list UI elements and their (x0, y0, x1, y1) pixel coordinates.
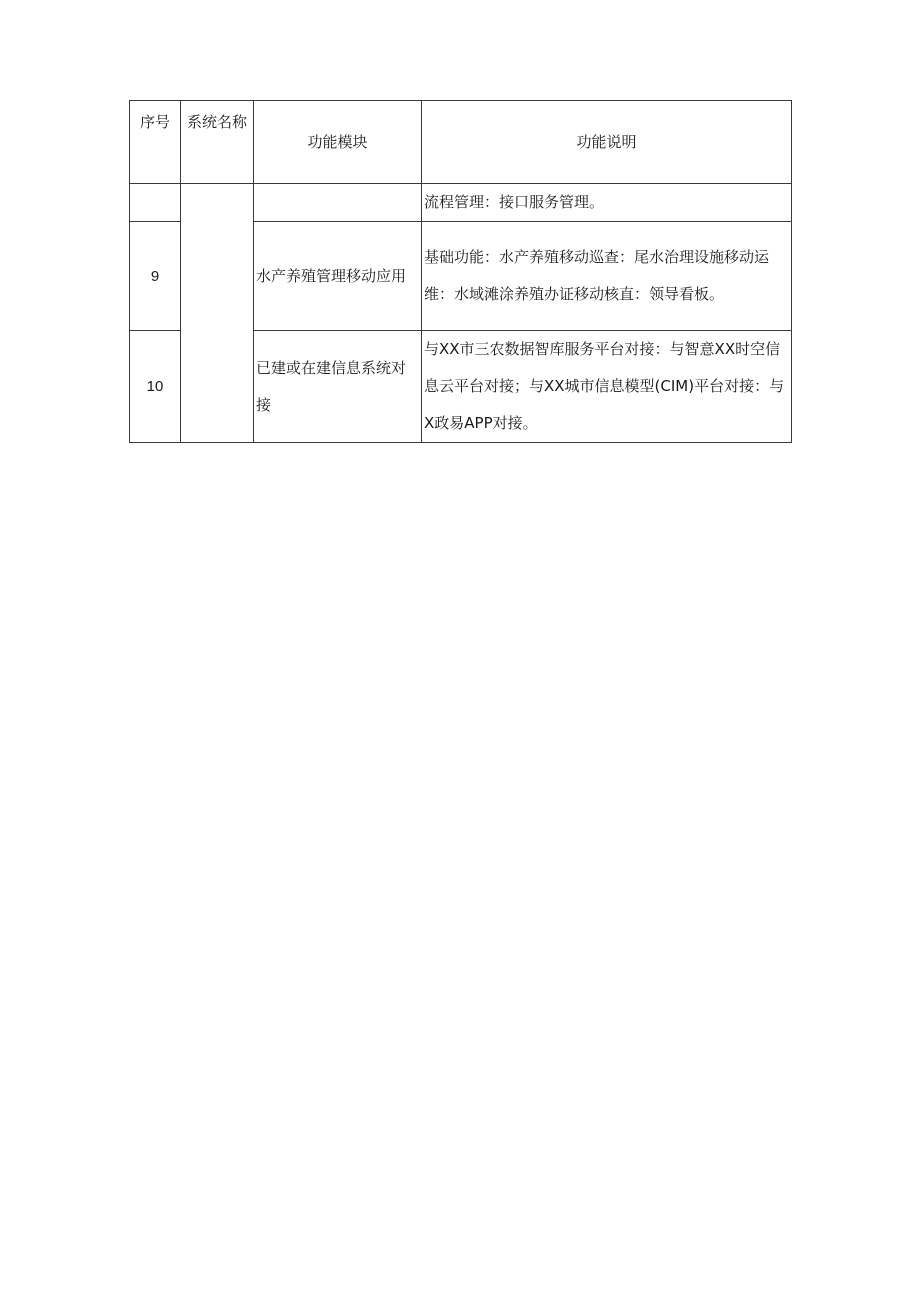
function-spec-table (129, 100, 792, 443)
table-row (130, 184, 792, 222)
row-description: 流程管理：接口服务管理。 (422, 184, 792, 222)
header-description: 功能说明 (422, 101, 792, 184)
table-header-row (130, 101, 792, 184)
row-module: 已建或在建信息系统对接 (254, 331, 422, 443)
row-module: 水产养殖管理移动应用 (254, 222, 422, 331)
row-index (130, 184, 181, 222)
row-module (254, 184, 422, 222)
system-name-cell (181, 184, 254, 443)
header-index: 序号 (130, 101, 181, 184)
row-index: 10 (130, 331, 181, 443)
row-index: 9 (130, 222, 181, 331)
header-system-name: 系统名称 (181, 101, 254, 184)
header-module: 功能模块 (254, 101, 422, 184)
row-description: 与XX市三农数据智库服务平台对接：与智意XX时空信息云平台对接；与XX城市信息模型(CIM)平台对接：与X政易APP对接。 (422, 331, 792, 443)
row-description: 基础功能：水产养殖移动巡查：尾水治理设施移动运维：水域滩涂养殖办证移动核直：领导看板。 (422, 222, 792, 331)
